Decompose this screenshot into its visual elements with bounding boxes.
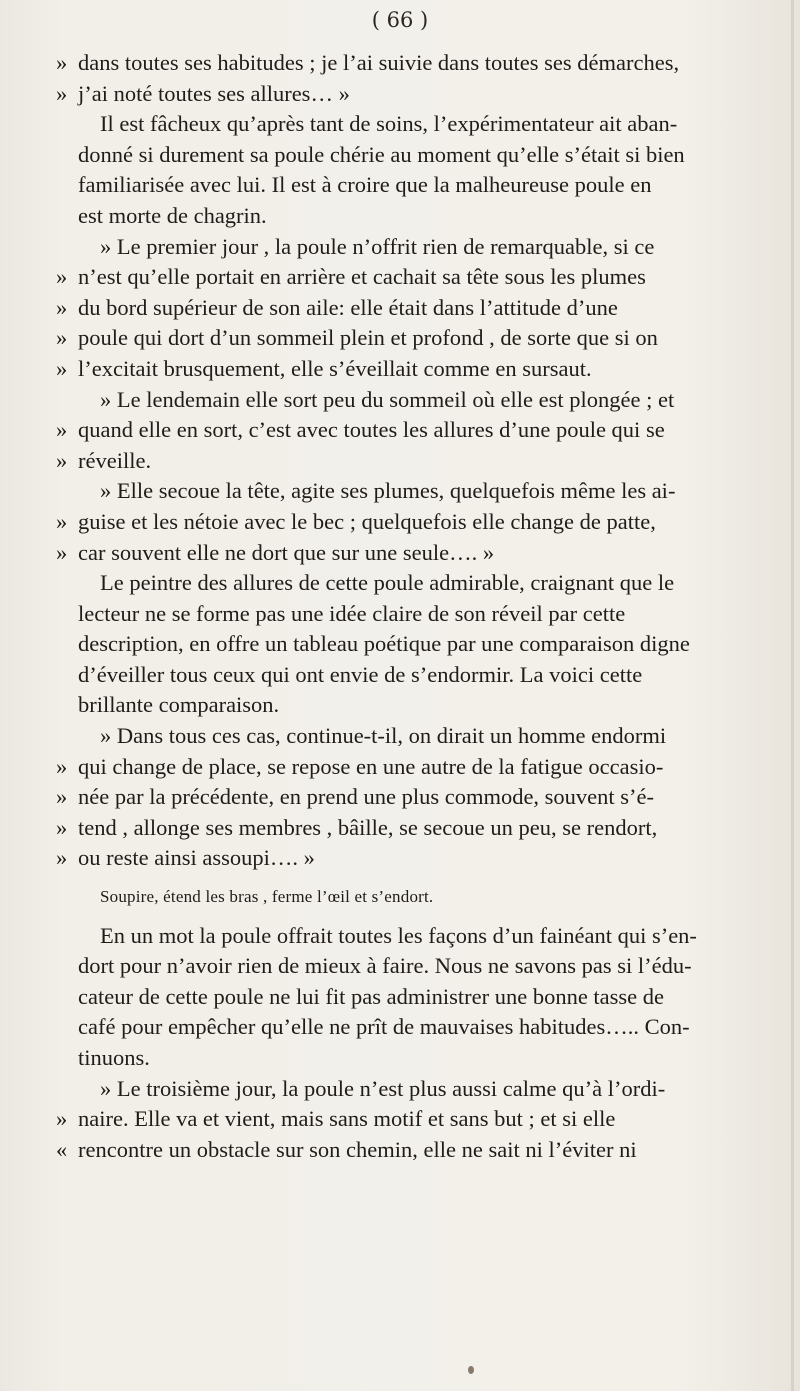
text-block-2 <box>56 921 788 1166</box>
line-text: tend , allonge ses membres , bâille, se secoue un peu, se rendort, <box>78 814 658 840</box>
text-line <box>78 599 788 630</box>
line-text: poule qui dort d’un sommeil plein et profond , de sorte que si on <box>78 325 658 351</box>
quote-mark: » <box>56 355 68 381</box>
text-line <box>56 415 788 446</box>
line-text: ou reste ainsi assoupi…. » <box>78 845 315 871</box>
line-text: tinuons. <box>78 1045 150 1070</box>
line-text: » Le premier jour , la poule n’offrit rien de remarquable, si ce <box>100 233 655 259</box>
line-text: dort pour n’avoir rien de mieux à faire. Nous ne savons pas si l’édu- <box>78 953 692 979</box>
line-text: » Dans tous ces cas, continue-t-il, on dirait un homme endormi <box>100 723 667 749</box>
text-line <box>78 721 788 752</box>
quote-mark: » <box>56 508 68 534</box>
text-block-1 <box>56 48 788 874</box>
line-text: » Elle secoue la tête, agite ses plumes, quelquefois même les ai- <box>100 478 676 504</box>
text-line <box>56 1135 788 1166</box>
text-line <box>78 201 788 232</box>
text-line <box>78 982 788 1013</box>
line-text: n’est qu’elle portait en arrière et cachait sa tête sous les plumes <box>78 264 646 290</box>
quote-mark: » <box>56 80 68 106</box>
text-line <box>56 538 788 569</box>
text-line <box>56 1104 788 1135</box>
text-line <box>56 293 788 324</box>
line-text: née par la précédente, en prend une plus commode, souvent s’é- <box>78 784 655 810</box>
text-line <box>56 262 788 293</box>
body-text <box>56 48 788 1165</box>
text-line <box>78 1012 788 1043</box>
line-text: brillante comparaison. <box>78 692 280 718</box>
line-text: naire. Elle va et vient, mais sans motif et sans but ; et si elle <box>78 1106 616 1132</box>
line-text: café pour empêcher qu’elle ne prît de mauvaises habitudes….. Con- <box>78 1014 690 1040</box>
line-text: » Le lendemain elle sort peu du sommeil où elle est plongée ; et <box>100 386 675 412</box>
quote-mark: » <box>56 814 68 840</box>
quote-mark: « <box>56 1136 68 1162</box>
line-text: familiarisée avec lui. Il est à croire que la malheureuse poule en <box>78 172 652 198</box>
text-line <box>56 354 788 385</box>
line-text: Le peintre des allures de cette poule admirable, craignant que le <box>100 570 675 596</box>
text-line <box>56 507 788 538</box>
line-text: cateur de cette poule ne lui fit pas administrer une bonne tasse de <box>78 983 665 1009</box>
line-text: d’éveiller tous ceux qui ont envie de s’endormir. La voici cette <box>78 661 643 687</box>
line-text: est morte de chagrin. <box>78 202 267 228</box>
ink-spot <box>468 1366 474 1374</box>
line-text: guise et les nétoie avec le bec ; quelquefois elle change de patte, <box>78 508 656 534</box>
text-line <box>56 782 788 813</box>
page-edge <box>791 0 794 1391</box>
text-line <box>78 385 788 416</box>
text-line <box>78 1074 788 1105</box>
line-text: quand elle en sort, c’est avec toutes les allures d’une poule qui se <box>78 417 665 443</box>
text-line <box>78 109 788 140</box>
quote-mark: » <box>56 784 68 810</box>
text-line <box>78 140 788 171</box>
quote-mark: » <box>56 417 68 443</box>
text-line <box>78 921 788 952</box>
text-line <box>78 476 788 507</box>
quote-mark: » <box>56 1106 68 1132</box>
line-text: du bord supérieur de son aile: elle était dans l’attitude d’une <box>78 294 618 320</box>
line-text: l’excitait brusquement, elle s’éveillait comme en sursaut. <box>78 355 592 381</box>
line-text: qui change de place, se repose en une autre de la fatigue occasio- <box>78 753 664 779</box>
text-line <box>56 48 788 79</box>
line-text: car souvent elle ne dort que sur une seule…. » <box>78 539 495 565</box>
line-text: réveille. <box>78 447 152 473</box>
line-text: En un mot la poule offrait toutes les façons d’un fainéant qui s’en- <box>100 922 697 948</box>
line-text: » Le troisième jour, la poule n’est plus aussi calme qu’à l’ordi- <box>100 1075 666 1101</box>
quote-mark: » <box>56 753 68 779</box>
text-line <box>78 951 788 982</box>
quote-mark: » <box>56 294 68 320</box>
quote-mark: » <box>56 264 68 290</box>
text-line <box>78 660 788 691</box>
line-text: j’ai noté toutes ses allures… » <box>78 80 350 106</box>
page-number: ( 66 ) <box>371 8 429 32</box>
line-text: dans toutes ses habitudes ; je l’ai suivie dans toutes ses démarches, <box>78 50 680 75</box>
text-line <box>78 232 788 263</box>
text-line <box>56 446 788 477</box>
line-text: rencontre un obstacle sur son chemin, elle ne sait ni l’éviter ni <box>78 1136 637 1162</box>
text-line <box>78 629 788 660</box>
quote-mark: » <box>56 50 68 75</box>
text-line <box>78 1043 788 1074</box>
quote-mark: » <box>56 845 68 871</box>
text-line <box>56 752 788 783</box>
text-line <box>78 568 788 599</box>
text-line <box>56 843 788 874</box>
quote-mark: » <box>56 447 68 473</box>
text-line <box>56 79 788 110</box>
text-line <box>56 323 788 354</box>
text-line <box>56 813 788 844</box>
text-line <box>78 690 788 721</box>
quote-mark: » <box>56 325 68 351</box>
quote-mark: » <box>56 539 68 565</box>
line-text: description, en offre un tableau poétique par une comparaison digne <box>78 631 690 657</box>
line-text: Il est fâcheux qu’après tant de soins, l’expérimentateur ait aban- <box>100 111 678 137</box>
line-text: donné si durement sa poule chérie au moment qu’elle s’était si bien <box>78 141 685 167</box>
line-text: lecteur ne se forme pas une idée claire de son réveil par cette <box>78 600 626 626</box>
text-line <box>78 170 788 201</box>
caption-line: Soupire, étend les bras , ferme l’œil et s’endort. <box>100 887 434 907</box>
